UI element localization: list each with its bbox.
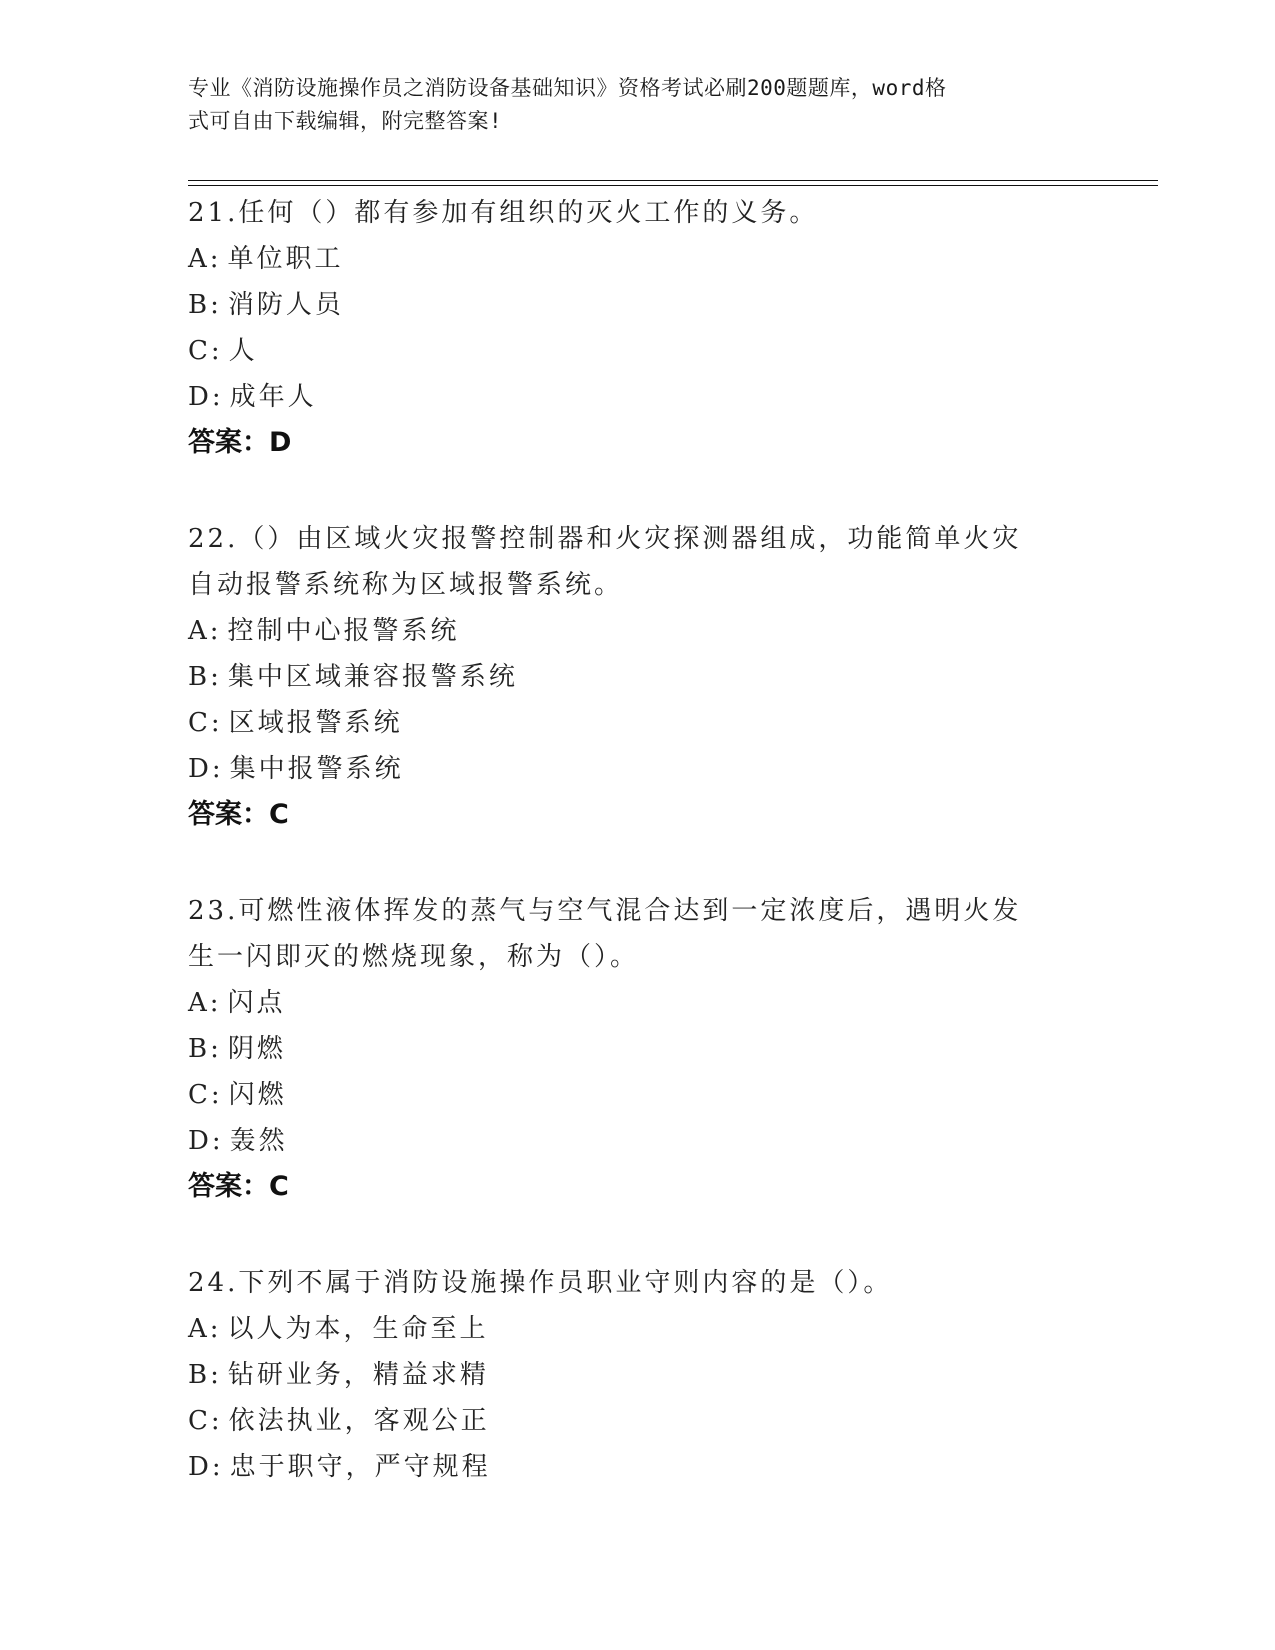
option-c bbox=[188, 328, 1088, 374]
option-letter: A: bbox=[188, 244, 222, 274]
option-letter: D: bbox=[188, 1452, 224, 1482]
option-letter: A: bbox=[188, 1314, 222, 1344]
option-d bbox=[188, 746, 1088, 792]
question-stem: 24.下列不属于消防设施操作员职业守则内容的是（）。 bbox=[188, 1268, 893, 1298]
header-divider-bottom bbox=[188, 185, 1158, 186]
option-b bbox=[188, 282, 1088, 328]
option-text: 以人为本，生命至上 bbox=[227, 1314, 489, 1344]
option-b bbox=[188, 1352, 1088, 1398]
option-d bbox=[188, 1118, 1088, 1164]
option-text: 控制中心报警系统 bbox=[227, 616, 460, 646]
option-text: 集中报警系统 bbox=[229, 754, 404, 784]
option-text: 集中区域兼容报警系统 bbox=[227, 662, 518, 692]
option-letter: D: bbox=[188, 754, 224, 784]
header-line-1: 专业《消防设施操作员之消防设备基础知识》资格考试必刷200题题库，word格 bbox=[188, 76, 947, 100]
option-b bbox=[188, 654, 1088, 700]
option-text: 轰然 bbox=[229, 1126, 288, 1156]
option-a bbox=[188, 236, 1088, 282]
option-letter: B: bbox=[188, 290, 222, 320]
option-text: 单位职工 bbox=[227, 244, 344, 274]
option-d bbox=[188, 1444, 1088, 1490]
option-letter: D: bbox=[188, 382, 224, 412]
option-letter: A: bbox=[188, 616, 222, 646]
document-header bbox=[188, 72, 1068, 138]
option-text: 区域报警系统 bbox=[228, 708, 403, 738]
answer-line: 答案：D bbox=[188, 427, 292, 458]
option-text: 闪燃 bbox=[228, 1080, 287, 1110]
question-21 bbox=[188, 190, 1088, 466]
option-c bbox=[188, 1072, 1088, 1118]
option-letter: C: bbox=[188, 708, 223, 738]
option-a bbox=[188, 608, 1088, 654]
option-letter: A: bbox=[188, 988, 222, 1018]
question-stem: 21.任何（）都有参加有组织的灭火工作的义务。 bbox=[188, 198, 819, 228]
option-letter: C: bbox=[188, 336, 223, 366]
option-text: 阴燃 bbox=[227, 1034, 286, 1064]
question-23 bbox=[188, 888, 1088, 1210]
option-text: 依法执业，客观公正 bbox=[228, 1406, 490, 1436]
option-text: 忠于职守，严守规程 bbox=[229, 1452, 491, 1482]
question-24 bbox=[188, 1260, 1088, 1490]
option-text: 钻研业务，精益求精 bbox=[227, 1360, 489, 1390]
option-text: 成年人 bbox=[229, 382, 317, 412]
question-stem: 22.（）由区域火灾报警控制器和火灾探测器组成，功能简单火灾自动报警系统称为区域报警系统。 bbox=[188, 524, 1022, 600]
option-c bbox=[188, 700, 1088, 746]
header-divider-top bbox=[188, 180, 1158, 181]
option-a bbox=[188, 1306, 1088, 1352]
option-c bbox=[188, 1398, 1088, 1444]
question-list bbox=[188, 190, 1088, 1490]
option-letter: C: bbox=[188, 1080, 223, 1110]
option-b bbox=[188, 1026, 1088, 1072]
option-letter: B: bbox=[188, 662, 222, 692]
option-letter: B: bbox=[188, 1360, 222, 1390]
option-letter: B: bbox=[188, 1034, 222, 1064]
option-letter: C: bbox=[188, 1406, 223, 1436]
answer-line: 答案：C bbox=[188, 1171, 289, 1202]
option-text: 闪点 bbox=[227, 988, 286, 1018]
option-text: 消防人员 bbox=[227, 290, 344, 320]
question-22 bbox=[188, 516, 1088, 838]
answer-line: 答案：C bbox=[188, 799, 289, 830]
option-text: 人 bbox=[228, 336, 258, 366]
question-stem: 23.可燃性液体挥发的蒸气与空气混合达到一定浓度后，遇明火发生一闪即灭的燃烧现象，称为（）。 bbox=[188, 896, 1022, 972]
header-line-2: 式可自由下载编辑，附完整答案! bbox=[188, 109, 503, 133]
option-a bbox=[188, 980, 1088, 1026]
option-letter: D: bbox=[188, 1126, 224, 1156]
option-d bbox=[188, 374, 1088, 420]
